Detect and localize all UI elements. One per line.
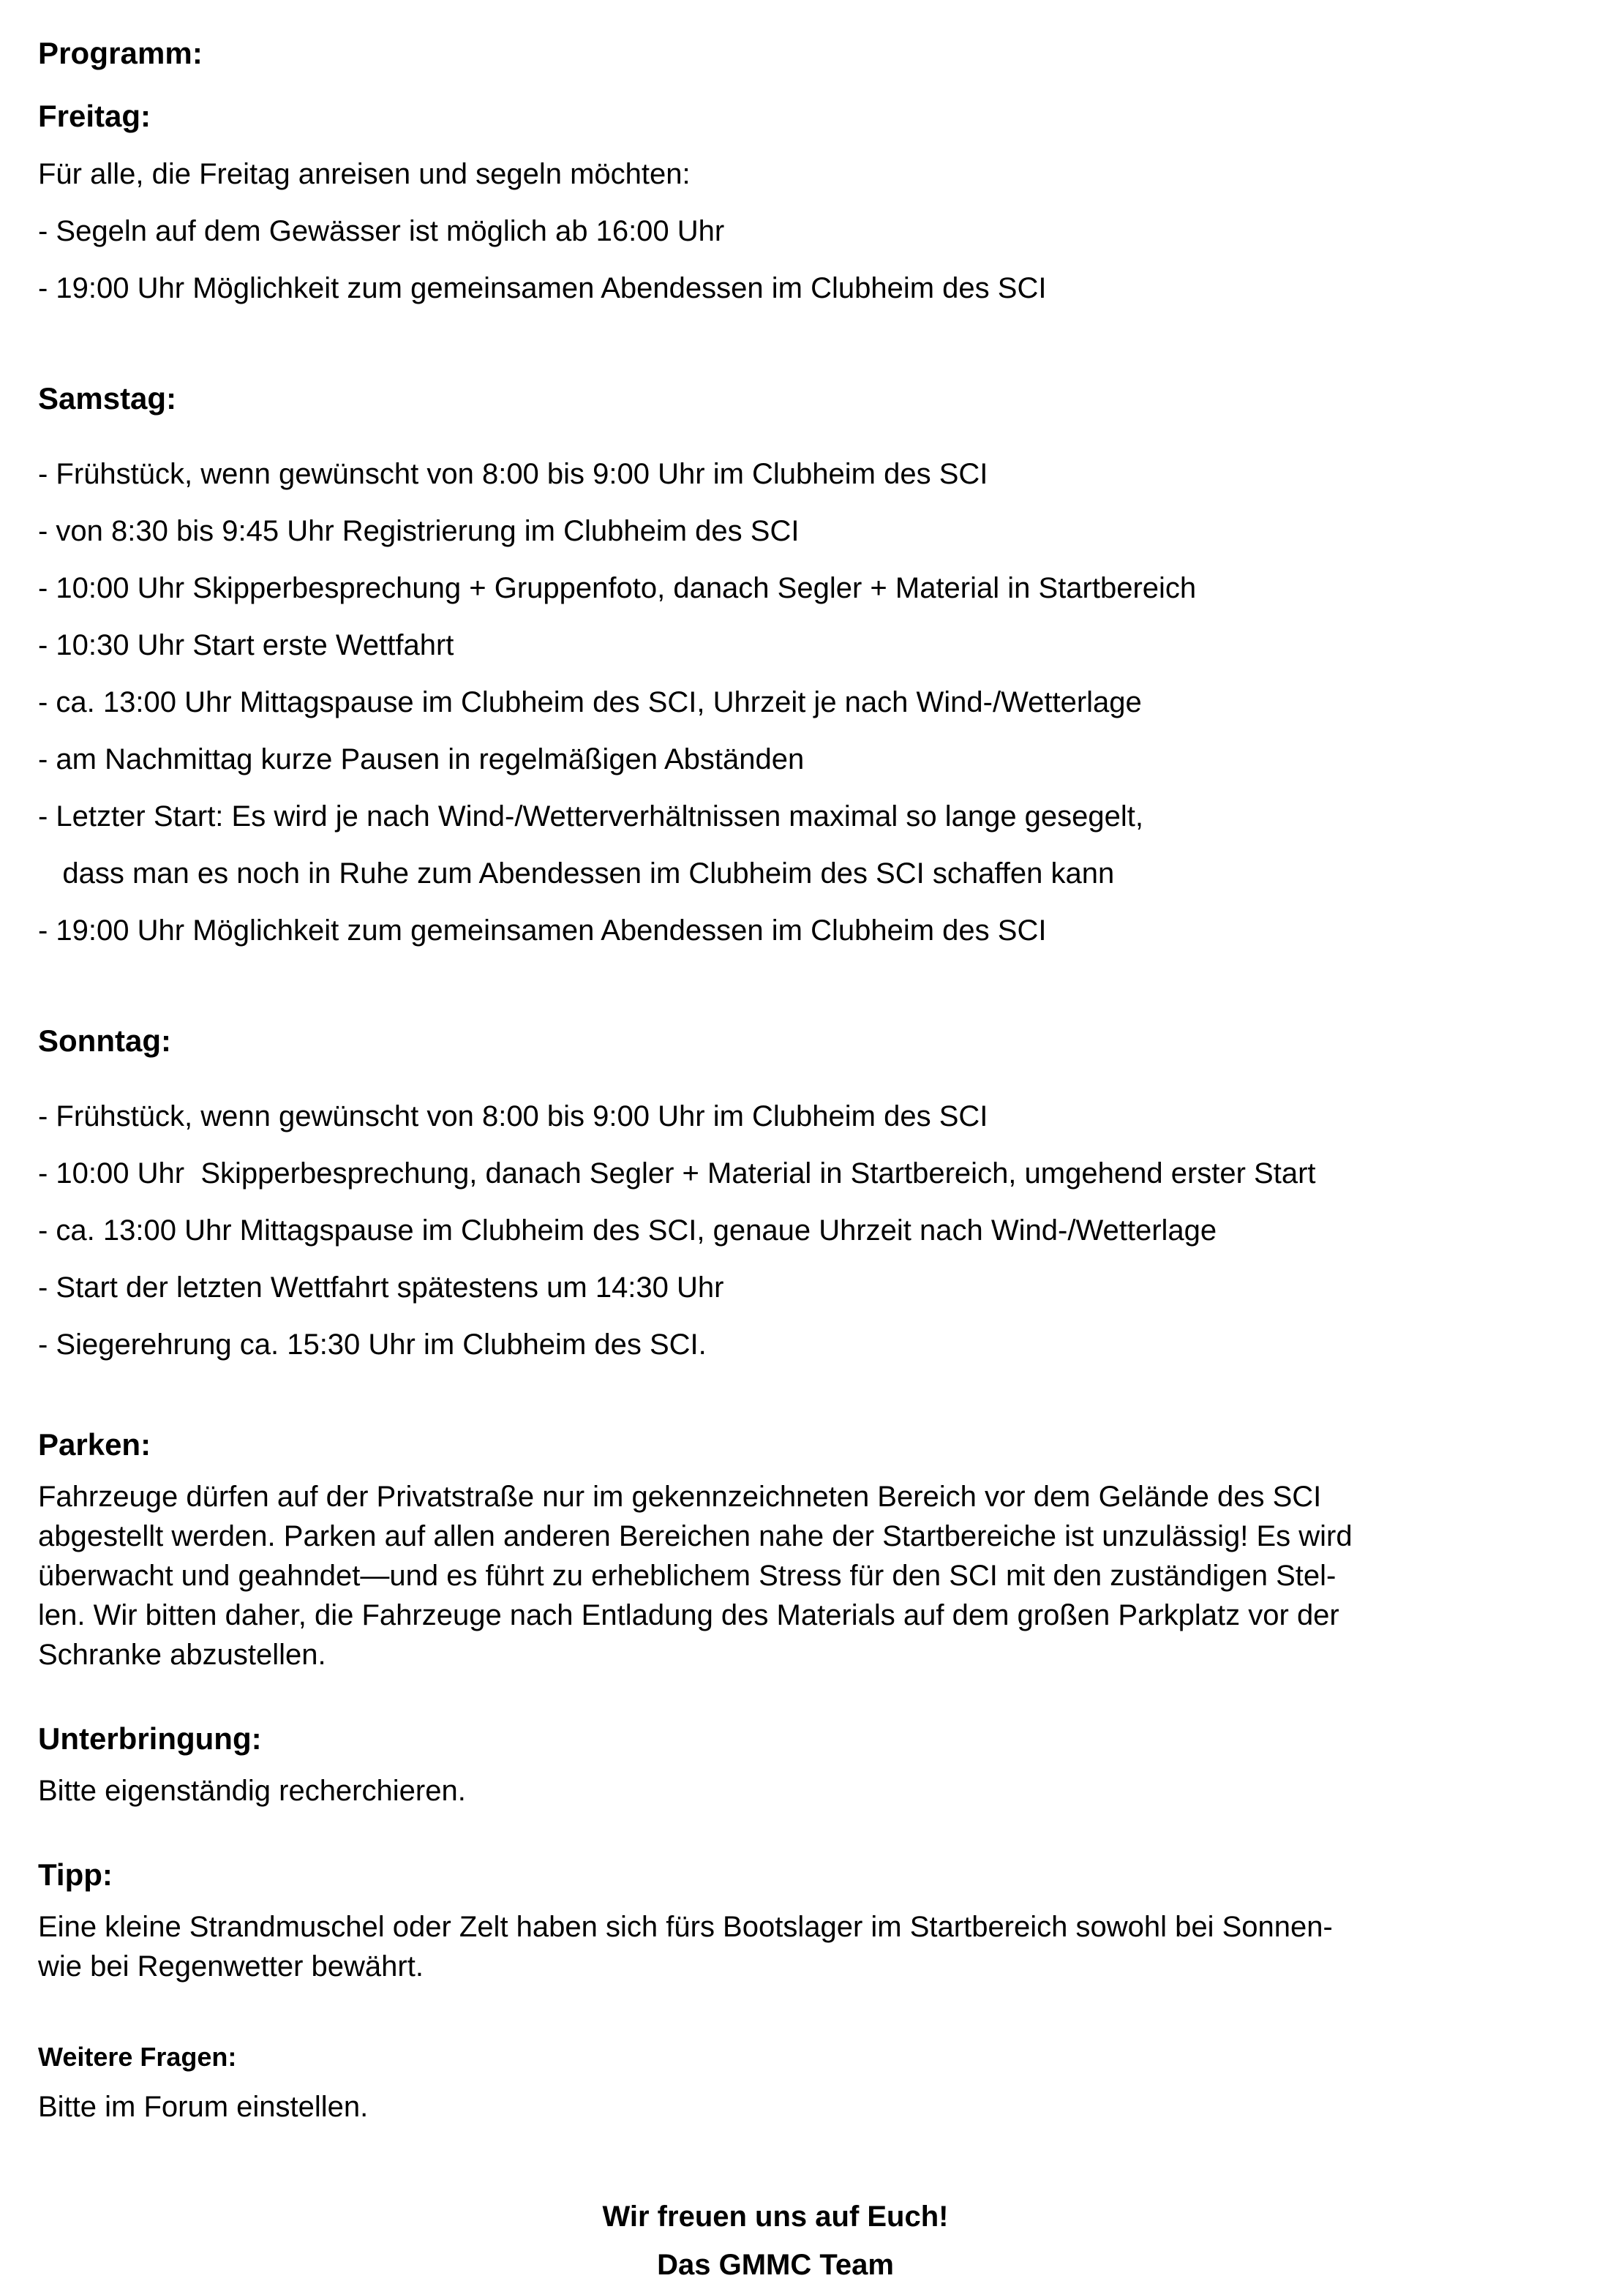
list-item: - Siegerehrung ca. 15:30 Uhr im Clubheim des SCI. <box>38 1329 707 1361</box>
list-item: - Frühstück, wenn gewünscht von 8:00 bis 9:00 Uhr im Clubheim des SCI <box>38 1100 988 1132</box>
page-title: Programm: <box>38 36 203 70</box>
list-item: - Frühstück, wenn gewünscht von 8:00 bis 9:00 Uhr im Clubheim des SCI <box>38 458 988 490</box>
section-heading-tipp: Tipp: <box>38 1857 113 1892</box>
footer-line-1: Wir freuen uns auf Euch! <box>602 2201 949 2233</box>
tipp-text-line: wie bei Regenwetter bewährt. <box>38 1950 424 1983</box>
section-heading-samstag: Samstag: <box>38 381 177 416</box>
list-item: - 19:00 Uhr Möglichkeit zum gemeinsamen Abendessen im Clubheim des SCI <box>38 272 1047 304</box>
list-item: - ca. 13:00 Uhr Mittagspause im Clubheim des SCI, Uhrzeit je nach Wind-/Wetterlage <box>38 686 1142 718</box>
parken-text-line: len. Wir bitten daher, die Fahrzeuge nach Entladung des Materials auf dem großen Parkplatz vor der <box>38 1599 1339 1631</box>
tipp-text-line: Eine kleine Strandmuschel oder Zelt haben sich fürs Bootslager im Startbereich sowohl bei Sonnen- <box>38 1911 1333 1943</box>
section-heading-weitere-fragen: Weitere Fragen: <box>38 2042 237 2072</box>
list-item-continuation: dass man es noch in Ruhe zum Abendessen im Clubheim des SCI schaffen kann <box>38 857 1115 890</box>
parken-text-line: Schranke abzustellen. <box>38 1639 326 1671</box>
parken-text-line: Fahrzeuge dürfen auf der Privatstraße nur im gekennzeichneten Bereich vor dem Gelände des SCI <box>38 1481 1322 1513</box>
list-item: - 10:00 Uhr Skipperbesprechung + Gruppenfoto, danach Segler + Material in Startbereich <box>38 572 1197 604</box>
section-heading-freitag: Freitag: <box>38 99 151 133</box>
list-item: - Start der letzten Wettfahrt spätestens um 14:30 Uhr <box>38 1271 724 1304</box>
unterbringung-text-line: Bitte eigenständig recherchieren. <box>38 1775 466 1807</box>
footer-line-2: Das GMMC Team <box>657 2249 894 2281</box>
list-item: - 19:00 Uhr Möglichkeit zum gemeinsamen Abendessen im Clubheim des SCI <box>38 914 1047 947</box>
list-item: - 10:00 Uhr Skipperbesprechung, danach Segler + Material in Startbereich, umgehend erster Start <box>38 1157 1316 1190</box>
parken-text-line: abgestellt werden. Parken auf allen anderen Bereichen nahe der Startbereiche ist unzulässig! Es wird <box>38 1520 1353 1552</box>
list-item: - Segeln auf dem Gewässer ist möglich ab 16:00 Uhr <box>38 215 725 247</box>
list-item: - am Nachmittag kurze Pausen in regelmäßigen Abständen <box>38 743 805 775</box>
section-heading-sonntag: Sonntag: <box>38 1023 171 1058</box>
parken-text-line: überwacht und geahndet—und es führt zu erheblichem Stress für den SCI mit den zuständigen Stel- <box>38 1560 1337 1592</box>
list-item: - ca. 13:00 Uhr Mittagspause im Clubheim des SCI, genaue Uhrzeit nach Wind-/Wetterlage <box>38 1214 1217 1247</box>
list-item: - von 8:30 bis 9:45 Uhr Registrierung im Clubheim des SCI <box>38 515 800 547</box>
section-heading-parken: Parken: <box>38 1427 151 1462</box>
freitag-intro: Für alle, die Freitag anreisen und segeln möchten: <box>38 158 691 190</box>
section-heading-unterbringung: Unterbringung: <box>38 1721 262 1756</box>
list-item: - 10:30 Uhr Start erste Wettfahrt <box>38 629 454 661</box>
weitere-fragen-text-line: Bitte im Forum einstellen. <box>38 2091 369 2123</box>
list-item: - Letzter Start: Es wird je nach Wind-/Wetterverhältnissen maximal so lange gesegelt, <box>38 800 1144 833</box>
